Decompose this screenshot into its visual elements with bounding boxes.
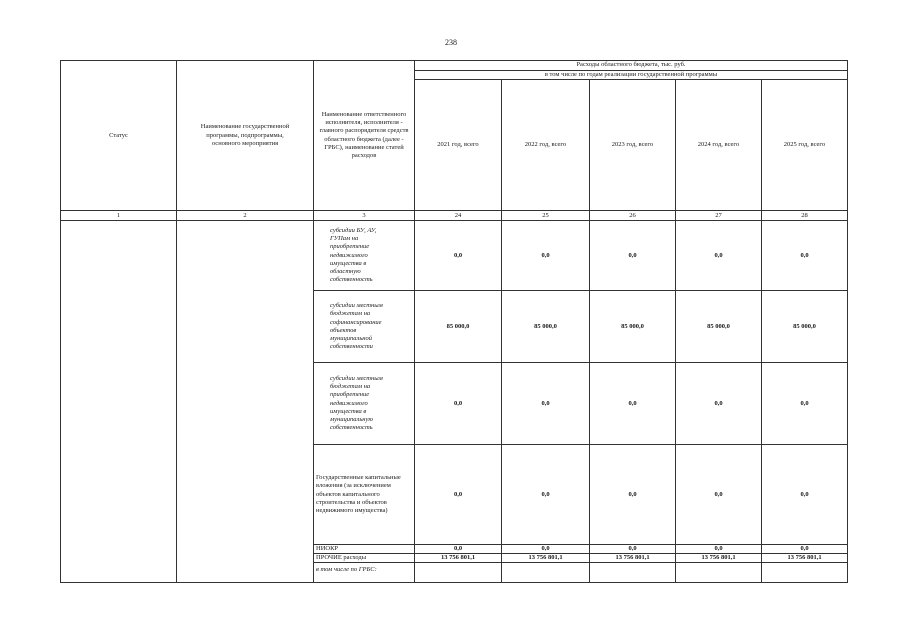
row-label: в том числе по ГРБС: bbox=[314, 563, 415, 583]
value-cell: 13 756 801,1 bbox=[502, 554, 590, 563]
value-cell: 0,0 bbox=[676, 545, 762, 554]
table-row bbox=[61, 221, 848, 291]
col-num-3: 3 bbox=[314, 211, 415, 221]
col-num-2: 2 bbox=[177, 211, 314, 221]
program-name-cell bbox=[177, 221, 314, 583]
value-cell bbox=[676, 563, 762, 583]
value-cell: 0,0 bbox=[762, 545, 848, 554]
col-num-1: 1 bbox=[61, 211, 177, 221]
value-cell: 0,0 bbox=[590, 545, 676, 554]
value-cell: 85 000,0 bbox=[590, 291, 676, 363]
value-cell bbox=[762, 563, 848, 583]
header-year-2022: 2022 год, всего bbox=[502, 80, 590, 211]
header-year-2025: 2025 год, всего bbox=[762, 80, 848, 211]
row-label-text: субсидии местным бюджетам на софинансирование объектов муниципальной собственности bbox=[330, 302, 383, 350]
value-cell: 0,0 bbox=[590, 363, 676, 445]
value-cell: 0,0 bbox=[762, 445, 848, 545]
header-year-2023: 2023 год, всего bbox=[590, 80, 676, 211]
value-cell: 85 000,0 bbox=[415, 291, 502, 363]
value-cell: 0,0 bbox=[590, 221, 676, 291]
header-program-name-text: Наименование государственной программы, подпрограммы, основного мероприятия bbox=[200, 123, 290, 147]
header-budget-sub: в том числе по годам реализации государственной программы bbox=[415, 71, 848, 80]
page-number: 238 bbox=[445, 38, 457, 47]
row-label bbox=[314, 445, 415, 545]
header-row-1 bbox=[61, 61, 848, 71]
value-cell: 0,0 bbox=[590, 445, 676, 545]
row-label-text: субсидии БУ, АУ, ГУПам на приобретение недвижимого имущества в областную собственность bbox=[330, 227, 377, 283]
col-num-25: 25 bbox=[502, 211, 590, 221]
value-cell: 0,0 bbox=[415, 363, 502, 445]
value-cell: 0,0 bbox=[762, 363, 848, 445]
value-cell: 85 000,0 bbox=[676, 291, 762, 363]
col-num-24: 24 bbox=[415, 211, 502, 221]
value-cell bbox=[590, 563, 676, 583]
col-num-28: 28 bbox=[762, 211, 848, 221]
value-cell: 13 756 801,1 bbox=[762, 554, 848, 563]
header-year-2024: 2024 год, всего bbox=[676, 80, 762, 211]
header-status: Статус bbox=[61, 61, 177, 211]
value-cell: 0,0 bbox=[676, 221, 762, 291]
header-budget-title: Расходы областного бюджета, тыс. руб. bbox=[415, 61, 848, 71]
value-cell: 0,0 bbox=[415, 221, 502, 291]
col-num-27: 27 bbox=[676, 211, 762, 221]
budget-table bbox=[60, 60, 848, 583]
value-cell: 0,0 bbox=[415, 445, 502, 545]
value-cell: 85 000,0 bbox=[502, 291, 590, 363]
value-cell: 13 756 801,1 bbox=[590, 554, 676, 563]
value-cell: 0,0 bbox=[676, 445, 762, 545]
value-cell: 13 756 801,1 bbox=[415, 554, 502, 563]
header-program-name bbox=[177, 61, 314, 211]
value-cell: 0,0 bbox=[502, 545, 590, 554]
row-label: ПРОЧИЕ расходы bbox=[314, 554, 415, 563]
column-number-row bbox=[61, 211, 848, 221]
status-cell bbox=[61, 221, 177, 583]
row-label bbox=[314, 291, 415, 363]
header-executor bbox=[314, 61, 415, 211]
row-label bbox=[314, 221, 415, 291]
value-cell: 0,0 bbox=[415, 545, 502, 554]
col-num-26: 26 bbox=[590, 211, 676, 221]
header-year-2021: 2021 год, всего bbox=[415, 80, 502, 211]
row-label: НИОКР bbox=[314, 545, 415, 554]
value-cell: 0,0 bbox=[502, 445, 590, 545]
value-cell bbox=[502, 563, 590, 583]
row-label-text: Государственные капитальные вложения (за исключением объектов капитального строительства и объектов недвижимого имущества) bbox=[316, 474, 401, 514]
value-cell: 0,0 bbox=[502, 363, 590, 445]
value-cell: 13 756 801,1 bbox=[676, 554, 762, 563]
row-label-text: субсидии местным бюджетам на приобретение недвижимого имущества в муниципальную собственность bbox=[330, 375, 383, 431]
row-label bbox=[314, 363, 415, 445]
value-cell: 0,0 bbox=[676, 363, 762, 445]
value-cell bbox=[415, 563, 502, 583]
value-cell: 0,0 bbox=[762, 221, 848, 291]
value-cell: 0,0 bbox=[502, 221, 590, 291]
value-cell: 85 000,0 bbox=[762, 291, 848, 363]
header-executor-text: Наименование ответственного исполнителя, исполнителя - главного распорядителя средств областного бюджета (далее - ГРБС), наименование статей расходов bbox=[319, 111, 409, 159]
